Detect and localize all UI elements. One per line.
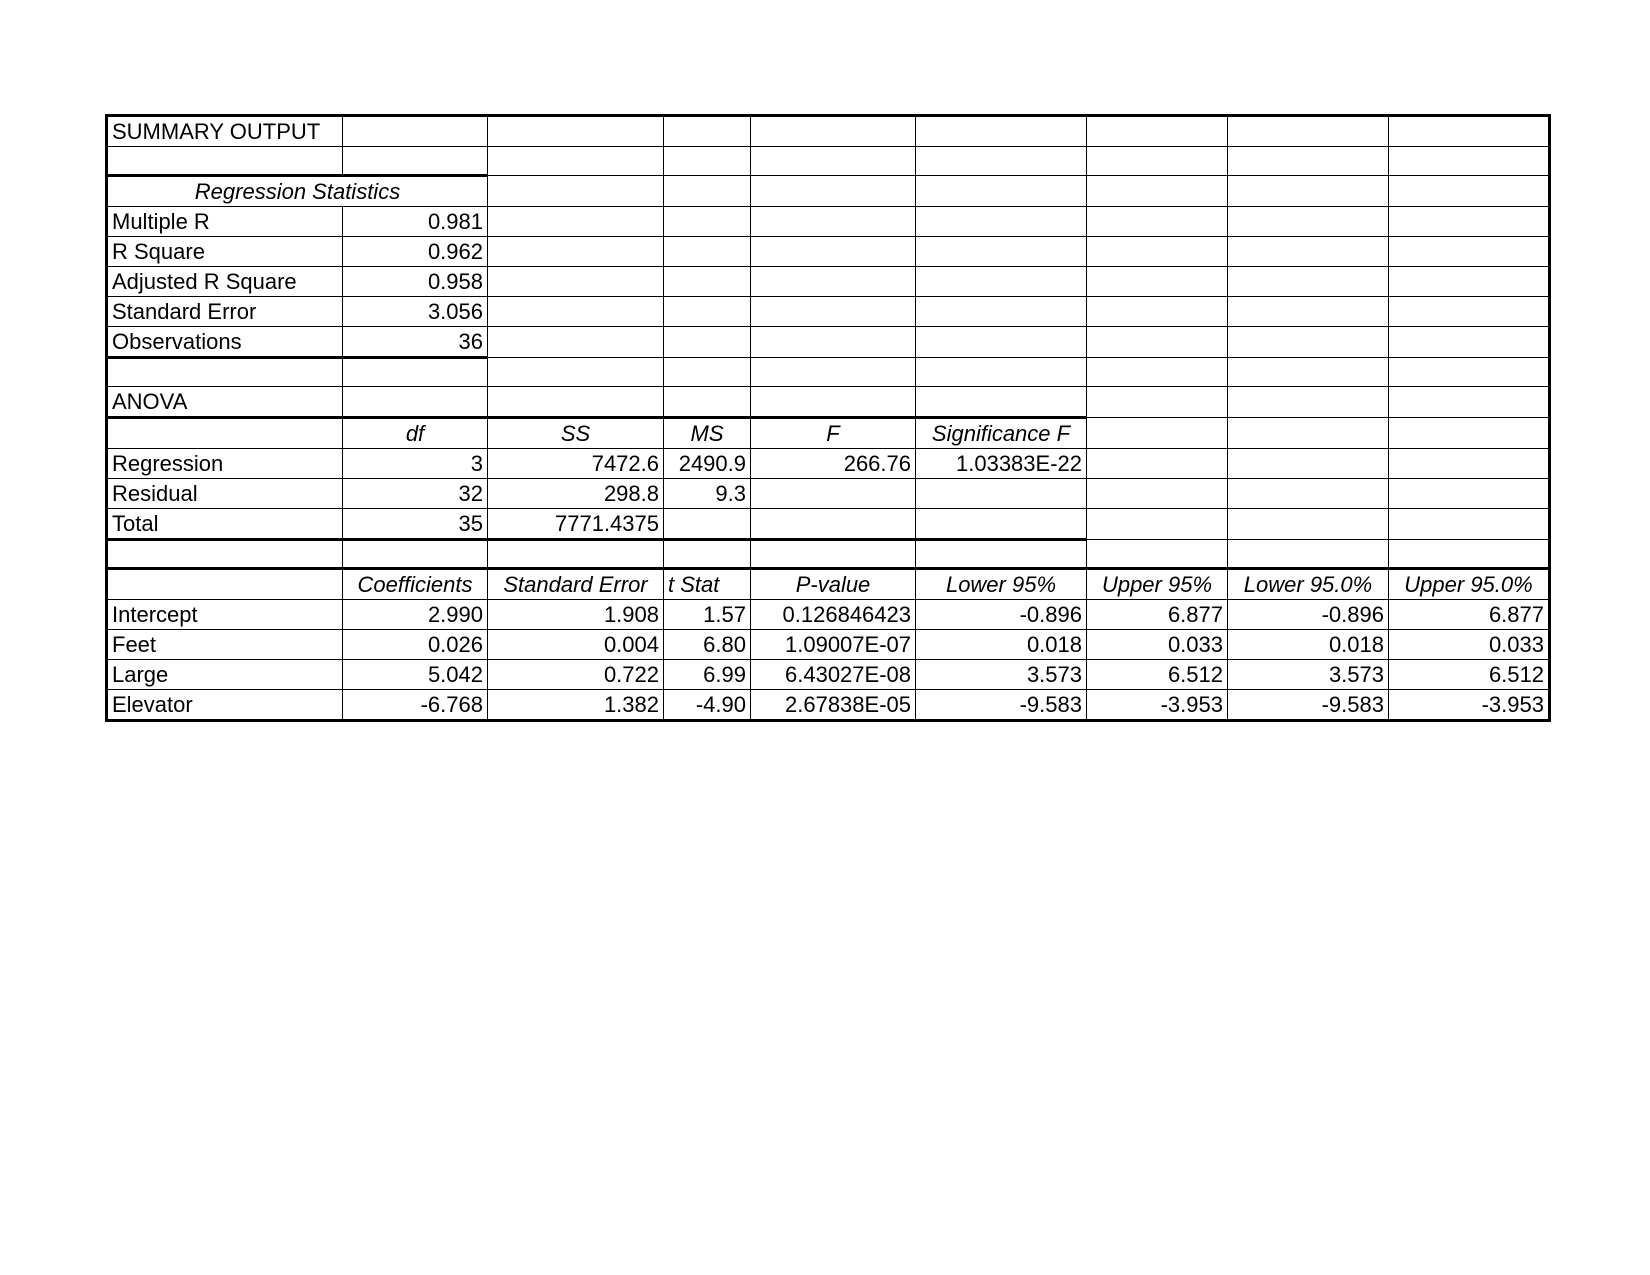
stat-value: 0.962 [343, 237, 488, 267]
title-row [107, 116, 1550, 147]
stat-label: Standard Error [107, 297, 343, 327]
table-row [107, 207, 1550, 237]
anova-header-significance-f: Significance F [916, 418, 1087, 449]
table-row [107, 297, 1550, 327]
stat-value: 0.981 [343, 207, 488, 237]
anova-header-row [107, 418, 1550, 449]
anova-row-label: Total [107, 509, 343, 540]
stat-label: Adjusted R Square [107, 267, 343, 297]
summary-output-table [105, 114, 1551, 722]
anova-row-label: Regression [107, 449, 343, 479]
anova-row-label: Residual [107, 479, 343, 509]
coef-header-coefficients: Coefficients [343, 569, 488, 600]
coef-row-label: Large [107, 660, 343, 690]
coef-header-p-value: P-value [751, 569, 916, 600]
table-row: Feet 0.026 0.004 6.80 1.09007E-07 0.018 0.033 0.018 0.033 [107, 630, 1550, 660]
stat-label: Observations [107, 327, 343, 358]
table-row: Intercept 2.990 1.908 1.57 0.126846423 -0.896 6.877 -0.896 6.877 [107, 600, 1550, 630]
coef-row-label: Elevator [107, 690, 343, 721]
anova-header-ss: SS [488, 418, 664, 449]
anova-header-f: F [751, 418, 916, 449]
coef-header-lower-95-0: Lower 95.0% [1228, 569, 1389, 600]
table-row: Regression 3 7472.6 2490.9 266.76 1.03383E-22 [107, 449, 1550, 479]
anova-title-row [107, 387, 1550, 418]
stat-label: Multiple R [107, 207, 343, 237]
coef-header-standard-error: Standard Error [488, 569, 664, 600]
table-row: Residual 32 298.8 9.3 [107, 479, 1550, 509]
regression-statistics-header-row [107, 176, 1550, 207]
regression-statistics-header: Regression Statistics [107, 176, 488, 207]
blank-row [107, 147, 1550, 176]
anova-header-ms: MS [664, 418, 751, 449]
blank-row [107, 540, 1550, 569]
blank-row [107, 358, 1550, 387]
stat-value: 3.056 [343, 297, 488, 327]
coef-row-label: Intercept [107, 600, 343, 630]
table-row [107, 327, 1550, 358]
table-row [107, 237, 1550, 267]
summary-output-title: SUMMARY OUTPUT [107, 116, 343, 147]
coef-row-label: Feet [107, 630, 343, 660]
anova-header-df: df [343, 418, 488, 449]
table-row: Large 5.042 0.722 6.99 6.43027E-08 3.573 6.512 3.573 6.512 [107, 660, 1550, 690]
stat-value: 0.958 [343, 267, 488, 297]
coef-header-upper-95-0: Upper 95.0% [1389, 569, 1550, 600]
coef-header-lower-95: Lower 95% [916, 569, 1087, 600]
table-row: Elevator -6.768 1.382 -4.90 2.67838E-05 -9.583 -3.953 -9.583 -3.953 [107, 690, 1550, 721]
table-row: Total 35 7771.4375 [107, 509, 1550, 540]
anova-title: ANOVA [107, 387, 343, 418]
stat-label: R Square [107, 237, 343, 267]
table-row [107, 267, 1550, 297]
coef-header-upper-95: Upper 95% [1087, 569, 1228, 600]
coefficients-header-row [107, 569, 1550, 600]
coef-header-t-stat: t Stat [664, 569, 751, 600]
stat-value: 36 [343, 327, 488, 358]
